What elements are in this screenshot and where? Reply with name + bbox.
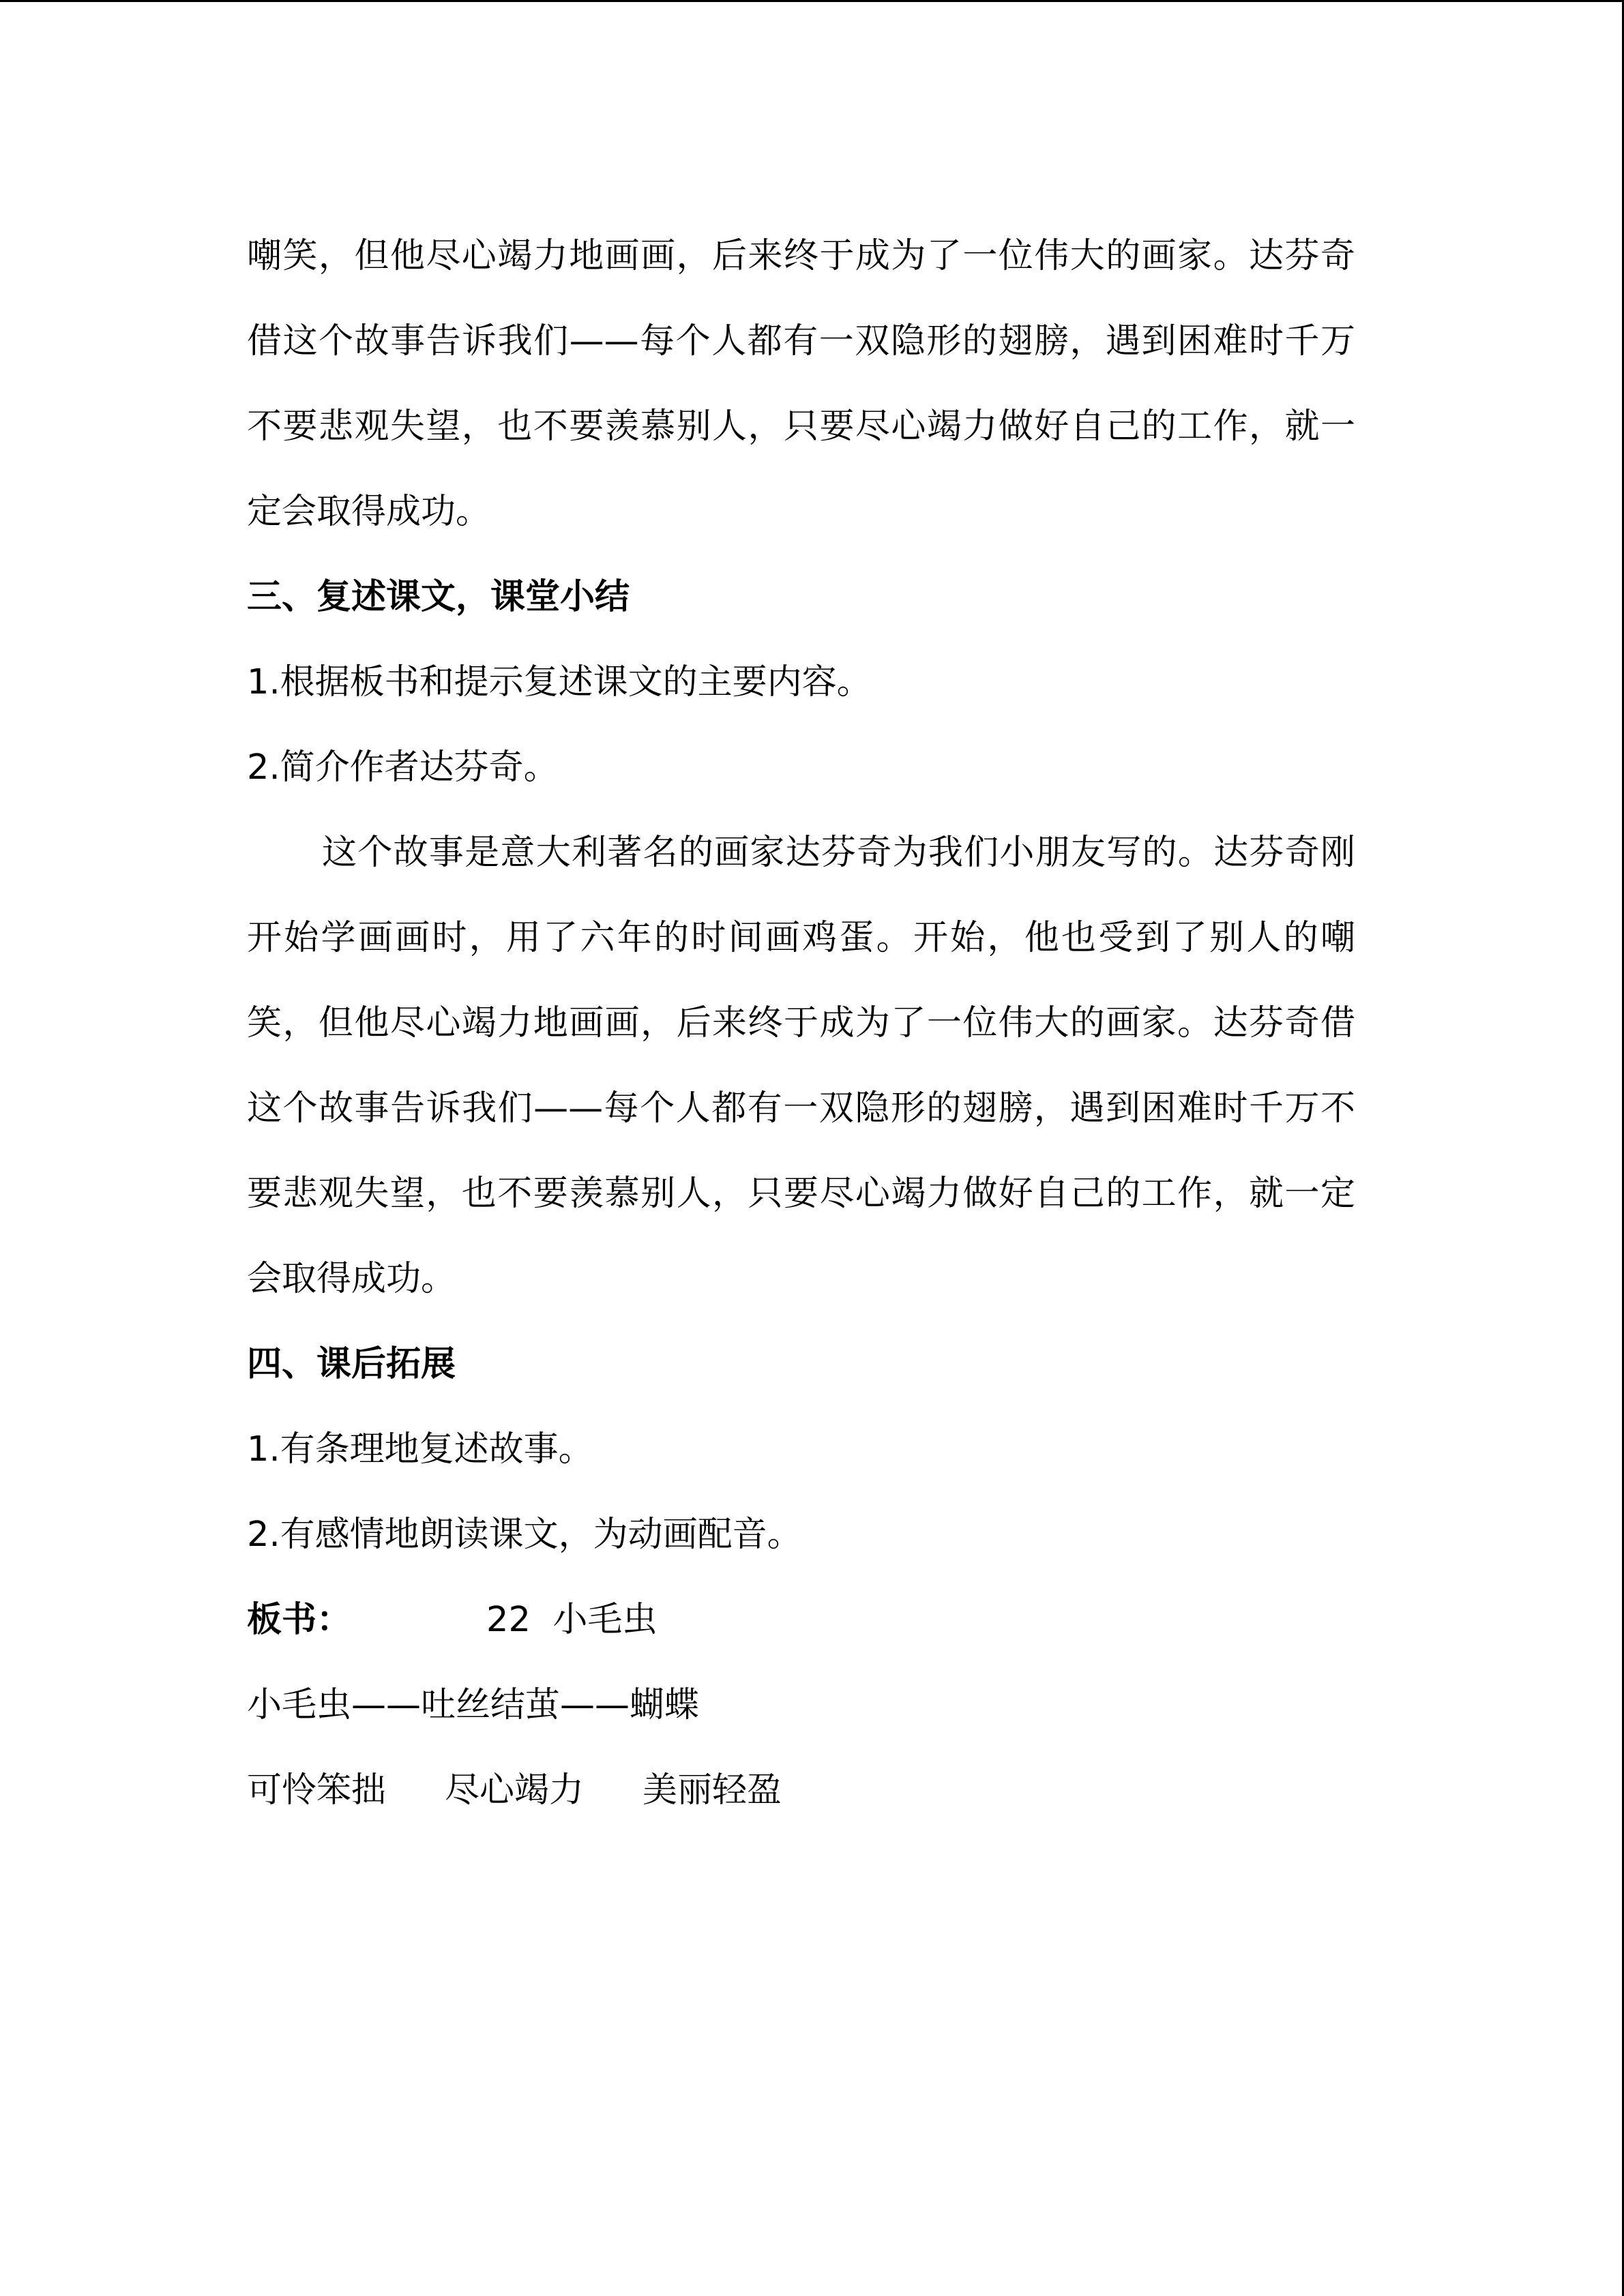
section-3-heading: 三、复述课文，课堂小结: [247, 577, 630, 617]
board-line-1: 小毛虫——吐丝结茧——蝴蝶: [247, 1685, 700, 1725]
board-term-1: 可怜笨拙: [247, 1770, 387, 1810]
section-4-item-2: 2.有感情地朗读课文，为动画配音。: [247, 1515, 802, 1555]
section-3-item-2: 2.简介作者达芬奇。: [247, 747, 559, 788]
section-4-heading: 四、课后拓展: [247, 1344, 456, 1384]
intro-paragraph: 嘲笑，但他尽心竭力地画画，后来终于成为了一位伟大的画家。达芬奇借这个故事告诉我们——每个人都有一双隐形的翅膀，遇到困难时千万不要悲观失望，也不要羡慕别人，只要尽心竭力做好自己的工作，就一定会取得成功。: [247, 236, 1355, 532]
board-term-2: 尽心竭力: [445, 1770, 585, 1810]
board-title: 22 小毛虫: [486, 1600, 658, 1640]
document-body: [247, 213, 1355, 1833]
board-term-3: 美丽轻盈: [643, 1770, 782, 1810]
board-heading: [247, 1577, 1355, 1663]
board-line-2: [247, 1748, 1355, 1833]
section-4-item-1: 1.有条理地复述故事。: [247, 1429, 593, 1470]
board-label: 板书：: [247, 1600, 352, 1640]
author-intro-paragraph: 这个故事是意大利著名的画家达芬奇为我们小朋友写的。达芬奇刚开始学画画时，用了六年的时间画鸡蛋。开始，他也受到了别人的嘲笑，但他尽心竭力地画画，后来终于成为了一位伟大的画家。达芬奇借这个故事告诉我们——每个人都有一双隐形的翅膀，遇到困难时千万不要悲观失望，也不要羡慕别人，只要尽心竭力做好自己的工作，就一定会取得成功。: [247, 833, 1355, 1299]
section-3-item-1: 1.根据板书和提示复述课文的主要内容。: [247, 662, 872, 702]
